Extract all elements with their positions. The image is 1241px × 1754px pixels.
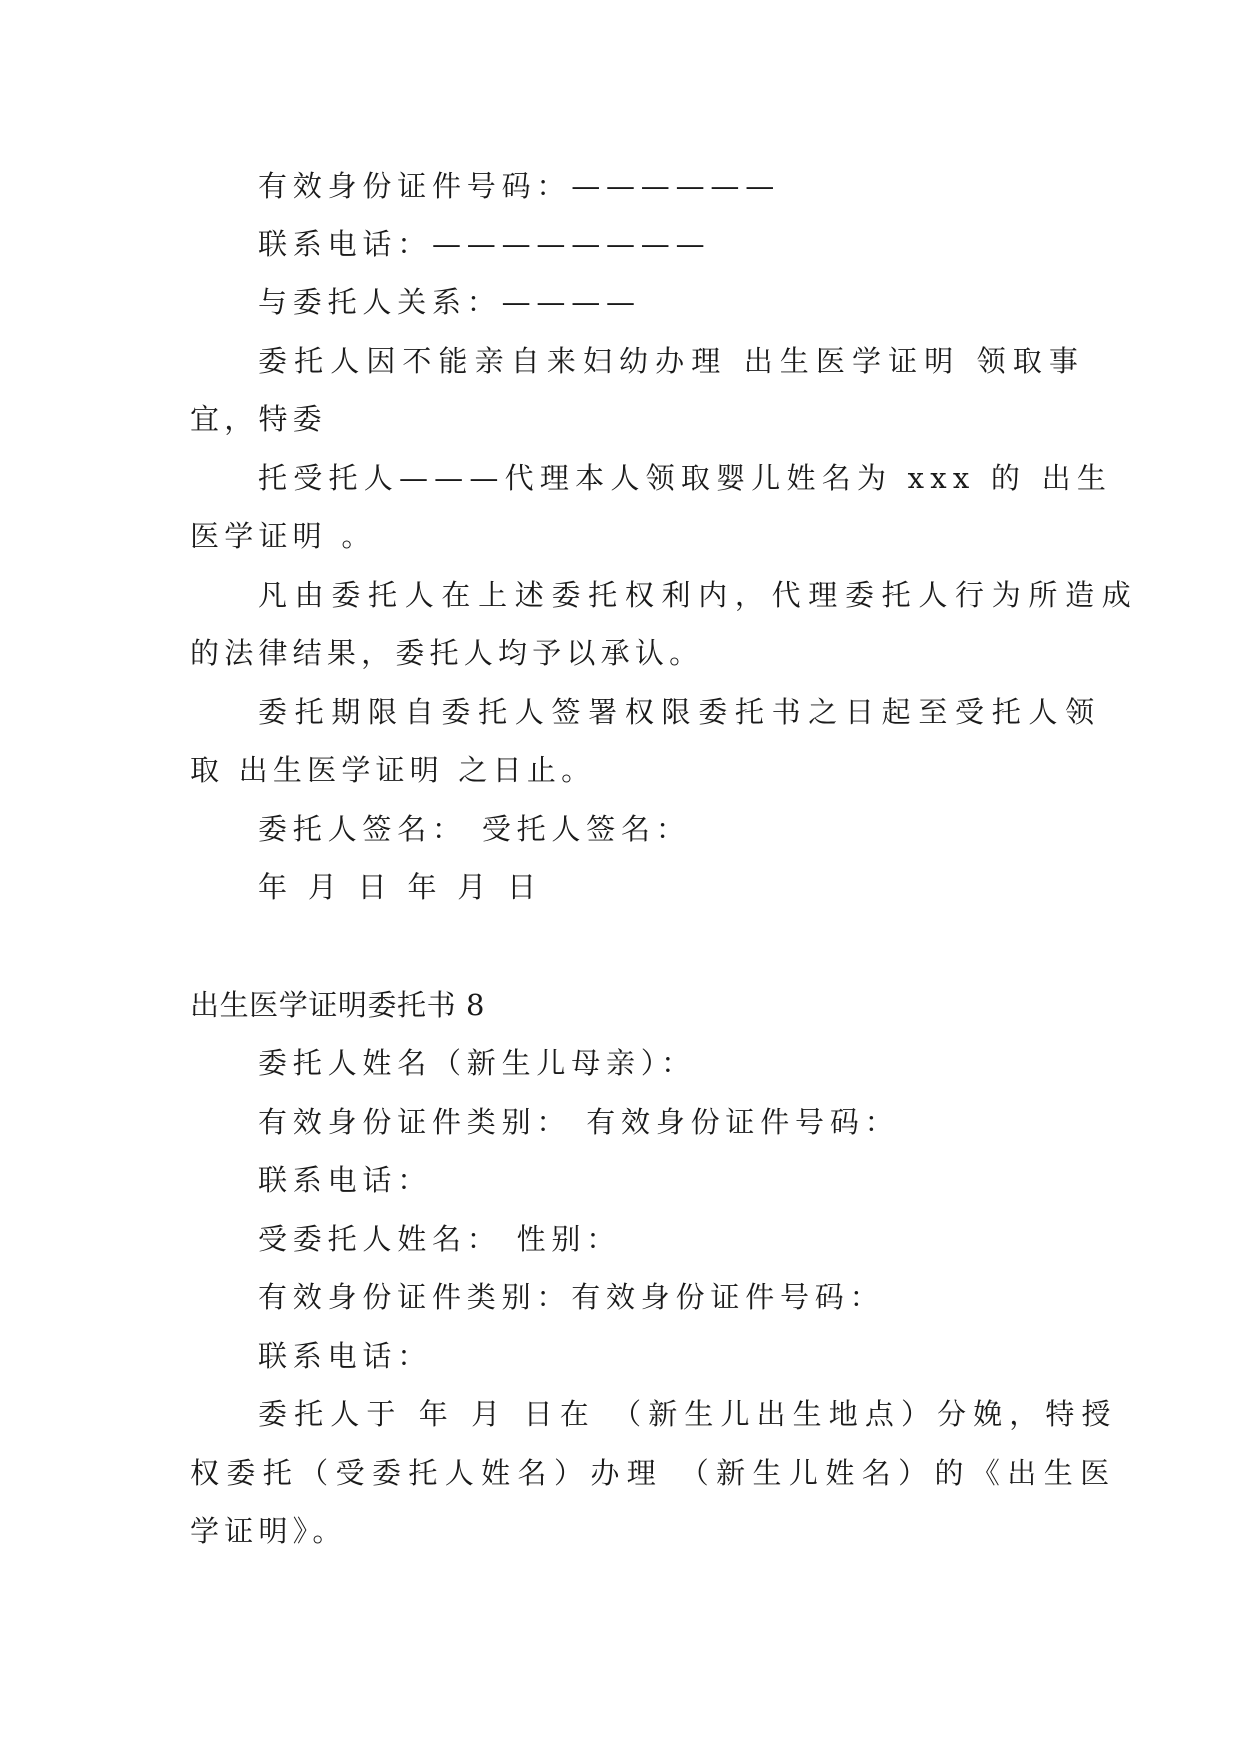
paragraph-line: 学证明》。 bbox=[190, 1514, 347, 1548]
paragraph-line: 权委托（受委托人姓名）办理 （新生儿姓名）的《出生医 bbox=[190, 1456, 1117, 1490]
paragraph-line: 医学证明 。 bbox=[190, 519, 376, 553]
agent-name-gender-line: 受委托人姓名： 性别： bbox=[258, 1222, 622, 1256]
phone-line: 联系电话： bbox=[258, 1163, 433, 1197]
section-heading: 出生医学证明委托书 8 bbox=[190, 988, 486, 1022]
paragraph-line: 委托期限自委托人签署权限委托书之日起至受托人领 bbox=[258, 695, 1102, 729]
paragraph-line: 取 出生医学证明 之日止。 bbox=[190, 753, 596, 787]
phone-line: 联系电话： bbox=[258, 1339, 433, 1373]
paragraph-line: 托受托人———代理本人领取婴儿姓名为 xxx 的 出生 bbox=[258, 461, 1113, 495]
signature-line: 委托人签名： 受托人签名： bbox=[258, 812, 691, 846]
paragraph-line: 宜，特委 bbox=[190, 402, 327, 436]
id-type-number-line: 有效身份证件类别：有效身份证件号码： bbox=[258, 1280, 885, 1314]
date-line: 年 月 日 年 月 日 bbox=[258, 870, 542, 904]
phone-line: 联系电话：———————— bbox=[258, 227, 711, 261]
id-number-line: 有效身份证件号码：—————— bbox=[258, 169, 781, 203]
paragraph-line: 委托人于 年 月 日在 （新生儿出生地点）分娩，特授 bbox=[258, 1397, 1118, 1431]
paragraph-line: 凡由委托人在上述委托权利内，代理委托人行为所造成 bbox=[258, 578, 1139, 612]
id-type-number-line: 有效身份证件类别： 有效身份证件号码： bbox=[258, 1105, 900, 1139]
principal-name-line: 委托人姓名（新生儿母亲）： bbox=[258, 1046, 696, 1080]
relationship-line: 与委托人关系：———— bbox=[258, 285, 641, 319]
paragraph-line: 的法律结果，委托人均予以承认。 bbox=[190, 636, 704, 670]
paragraph-line: 委托人因不能亲自来妇幼办理 出生医学证明 领取事 bbox=[258, 344, 1085, 378]
